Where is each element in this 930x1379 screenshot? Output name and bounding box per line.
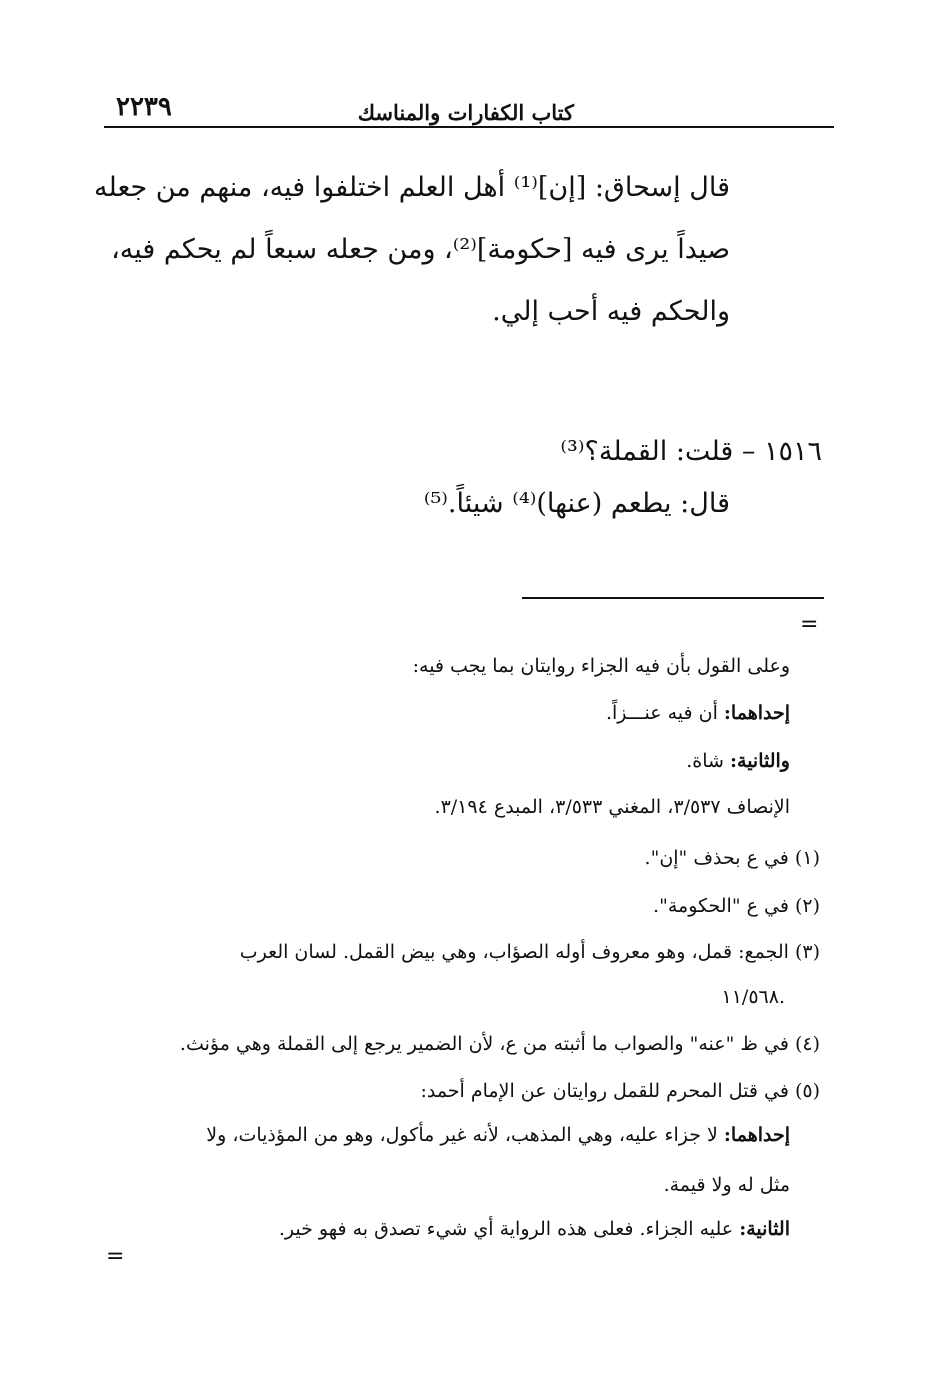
paragraph-line-2: صيداً يرى فيه [حكومة]⁽²⁾، ومن جعله سبعاً لم يحكم فيه، — [111, 234, 730, 265]
footnote-intro: وعلى القول بأن فيه الجزاء روايتان بما يجب فيه: — [412, 655, 790, 677]
second-view-text: شاة. — [686, 750, 724, 772]
paragraph-line-3: والحكم فيه أحب إلي. — [492, 296, 730, 327]
running-title: كتاب الكفارات والمناسك — [357, 100, 574, 125]
footnote-4: (٤) في ظ "عنه" والصواب ما أثبته من ع، لأن الضمير يرجع إلى القملة وهي مؤنث. — [179, 1033, 820, 1055]
fn5-first-text: لا جزاء عليه، وهي المذهب، لأنه غير مأكول، وهو من المؤذيات، ولا — [206, 1124, 718, 1146]
footnote-5-first-view-line-2: مثل له ولا قيمة. — [663, 1174, 790, 1196]
footnote-second-view — [686, 750, 790, 772]
fn5-first-label: إحداهما: — [723, 1124, 790, 1146]
footnote-3-line-2: ١١/٥٦٨. — [721, 986, 785, 1008]
footnote-first-view — [606, 702, 790, 724]
fn5-second-text: عليه الجزاء. فعلى هذه الرواية أي شيء تصدق به فهو خير. — [278, 1218, 734, 1240]
first-view-label: إحداهما: — [723, 702, 790, 724]
footnote-5-first-view-line-1 — [206, 1124, 790, 1146]
footnote-5: (٥) في قتل المحرم للقمل روايتان عن الإمام أحمد: — [420, 1080, 820, 1102]
header-rule — [104, 126, 834, 128]
fn5-second-label: الثانية: — [739, 1218, 790, 1240]
paragraph-line-1: قال إسحاق: [إن]⁽¹⁾ أهل العلم اختلفوا فيه، منهم من جعله — [94, 172, 730, 203]
footnote-2: (٢) في ع "الحكومة". — [653, 895, 820, 917]
footnote-rule — [522, 597, 824, 599]
footnote-references: الإنصاف ٣/٥٣٧، المغني ٣/٥٣٣، المبدع ٣/١٩٤. — [434, 796, 790, 818]
page-number: ٢٢٣٩ — [116, 92, 172, 122]
first-view-text: أن فيه عنـــزاً. — [605, 702, 718, 724]
footnote-3-line-1: (٣) الجمع: قمل، وهو معروف أوله الصؤاب، وهي بيض القمل. لسان العرب — [239, 941, 820, 963]
question-line — [560, 436, 822, 467]
question-dash: – — [733, 436, 756, 467]
end-continuation-mark: = — [106, 1244, 125, 1269]
question-text: قلت: القملة؟⁽³⁾ — [560, 436, 734, 467]
answer-line: قال: يطعم (عنها)⁽⁴⁾ شيئاً.⁽⁵⁾ — [423, 488, 730, 519]
question-number: ١٥١٦ — [763, 436, 822, 467]
footnote-1: (١) في ع بحذف "إن". — [644, 847, 820, 869]
second-view-label: والثانية: — [730, 750, 790, 772]
footnote-5-second-view — [279, 1218, 790, 1240]
continuation-mark: = — [800, 612, 819, 637]
